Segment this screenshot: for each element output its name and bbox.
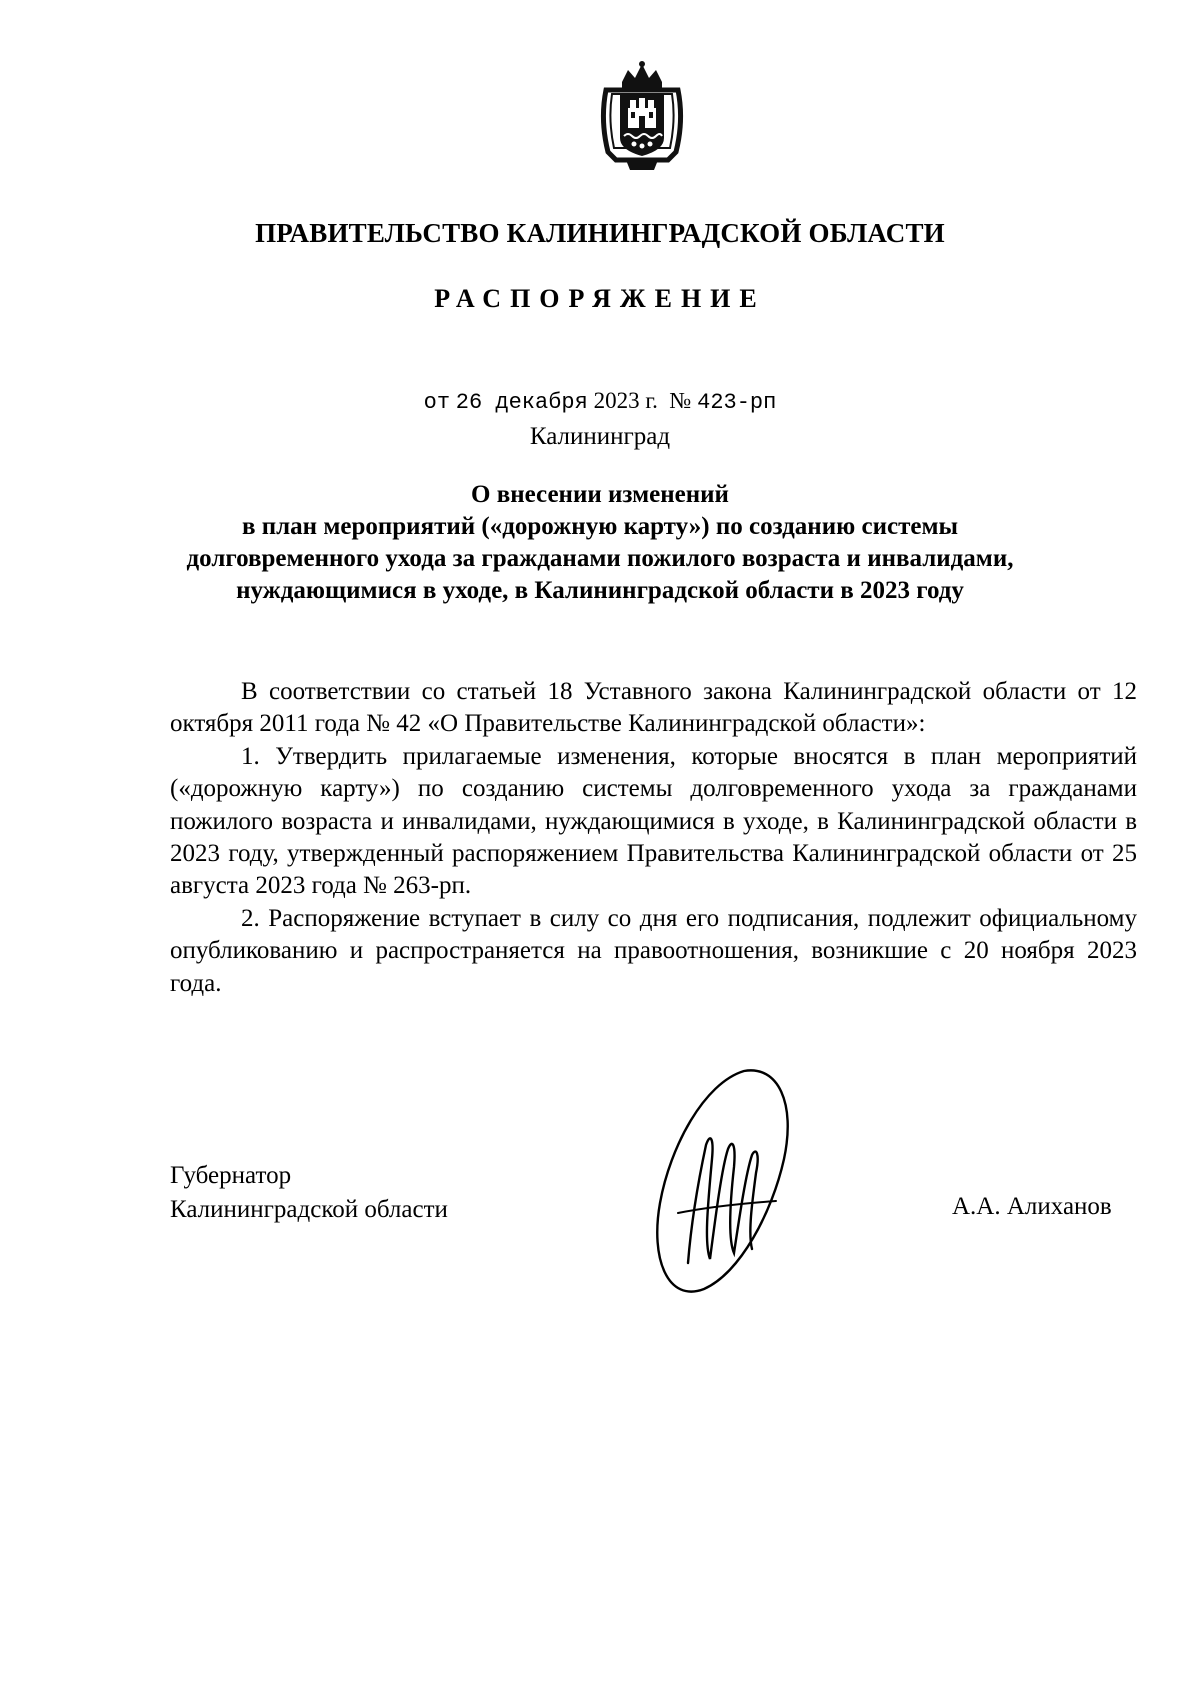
document-type: РАСПОРЯЖЕНИЕ: [434, 284, 766, 313]
document-number: 423-рп: [697, 390, 777, 415]
title-line: долговременного ухода за гражданами пожилого возраста и инвалидами,: [186, 545, 1014, 572]
document-body: [170, 676, 1137, 1000]
number-sign: №: [669, 388, 692, 413]
item-paragraph: 2. Распоряжение вступает в силу со дня его подписания, подлежит официальному опубликованию и распространяется на правоотношения, возникшие с 20 ноября 2023 года.: [170, 904, 1137, 997]
coat-of-arms-icon: [598, 60, 686, 172]
signatory-position: [170, 1159, 448, 1227]
date-prefix: от: [423, 390, 451, 415]
item-paragraph: 1. Утвердить прилагаемые изменения, которые вносятся в план мероприятий («дорожную карту») по созданию системы долговременного ухода за гражданами пожилого возраста и инвалидами, нуждающимися в уходе, в Калининградской области в 2023 году, утвержденный распоряжением Правительства Калининградской области от 25 августа 2023 года № 263-рп.: [170, 742, 1137, 900]
position-line: Калининградской области: [170, 1196, 448, 1223]
handwritten-signature-icon: [648, 1063, 800, 1295]
title-line: в план мероприятий («дорожную карту») по созданию системы: [241, 513, 958, 540]
title-line: О внесении изменений: [471, 481, 729, 508]
position-line: Губернатор: [170, 1162, 292, 1189]
title-line: нуждающимися в уходе, в Калининградской области в 2023 году: [236, 577, 964, 604]
document-title: [0, 479, 1200, 607]
date-year: 2023 г.: [593, 388, 658, 413]
registration-line: [0, 388, 1200, 415]
government-name: ПРАВИТЕЛЬСТВО КАЛИНИНГРАДСКОЙ ОБЛАСТИ: [255, 218, 945, 248]
signatory-name: А.А. Алиханов: [952, 1193, 1112, 1220]
preamble-paragraph: В соответствии со статьей 18 Уставного закона Калининградской области от 12 октября 2011 года № 42 «О Правительстве Калининградской области»:: [170, 678, 1137, 738]
date-day-month: 26 декабря: [455, 390, 588, 415]
city: Калининград: [529, 423, 671, 450]
